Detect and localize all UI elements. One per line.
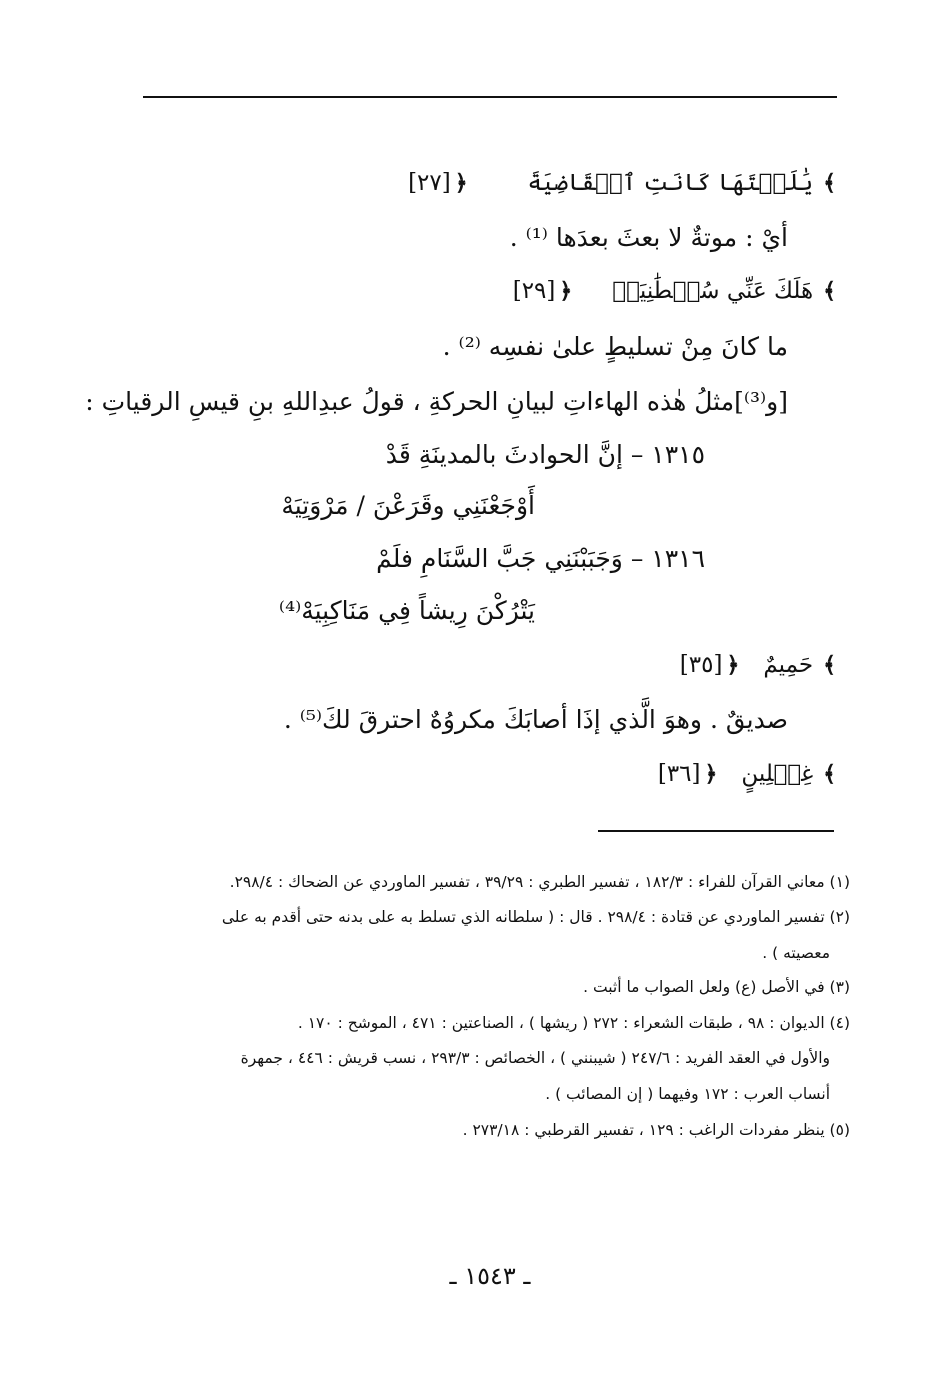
gloss-35: صديقٌ . وهوَ الَّذي إذَا أصابَكَ مكروُهٌ احترقَ لكَ⁽⁵⁾ . bbox=[283, 705, 788, 734]
poem-1316-second-hemistich: يَتْرُكْنَ رِيشاً فِي مَنَاكِبِيَهْ⁽⁴⁾ bbox=[278, 596, 535, 625]
footnote-2-cont: معصيته ) . bbox=[762, 944, 830, 962]
verse-ref: [٢٧] bbox=[408, 170, 451, 196]
poem-1315-first-hemistich: ١٣١٥ – إنَّ الحوادثَ بالمدينَةِ قَدْ bbox=[385, 440, 705, 469]
footnote-rule bbox=[598, 830, 834, 832]
gloss-27: أيْ : موتةٌ لا بعثَ بعدَها ⁽¹⁾ . bbox=[509, 223, 788, 252]
verse-ref: [٣٦] bbox=[657, 761, 701, 787]
page-number: ـ ١٥٤٣ ـ bbox=[449, 1262, 531, 1290]
ornate-bracket-open: ﴾ bbox=[823, 761, 836, 787]
ornate-bracket-close: ﴿ bbox=[726, 652, 740, 678]
poem-1315-second-hemistich: أَوْجَعْنَنِي وقَرَعْنَ / مَرْوَتِيَهْ bbox=[281, 491, 535, 520]
verse-27 bbox=[408, 166, 836, 200]
ornate-bracket-close: ﴿ bbox=[704, 761, 718, 787]
footnote-5: (٥) ينظر مفردات الراغب : ١٢٩ ، تفسير القرطبي : ٢٧٣/١٨ . bbox=[462, 1121, 850, 1139]
footnote-4-cont: والأول في العقد الفريد : ٢٤٧/٦ ( شيبنني ) ، الخصائص : ٢٩٣/٣ ، نسب قريش : ٤٤٦ ، جمهرة bbox=[240, 1049, 830, 1067]
gloss-29: ما كانَ مِنْ تسليطٍ علىٰ نفسِه ⁽²⁾ . bbox=[442, 332, 788, 361]
footnote-4: (٤) الديوان : ٩٨ ، طبقات الشعراء : ٢٧٢ ( ريشها ) ، الصناعتين : ٤٧١ ، الموشح : ١٧٠ . bbox=[297, 1014, 850, 1032]
ornate-bracket-open: ﴾ bbox=[823, 170, 836, 196]
verse-35 bbox=[680, 648, 836, 682]
ornate-bracket-open: ﴾ bbox=[823, 278, 836, 304]
quran-text: حَمِيمٌ bbox=[763, 652, 814, 678]
verse-ref: [٢٩] bbox=[512, 278, 556, 304]
verse-36 bbox=[658, 757, 836, 791]
ornate-bracket-open: ﴾ bbox=[823, 652, 836, 678]
footnote-2: (٢) تفسير الماوردي عن قتادة : ٢٩٨/٤ . قال : ( سلطانه الذي تسلط به على بدنه حتى أقدم به على bbox=[221, 908, 850, 926]
footnote-1: (١) معاني القرآن للفراء : ١٨٢/٣ ، تفسير الطبري : ٣٩/٢٩ ، تفسير الماوردي عن الضحاك : ٢٩٨/٤. bbox=[229, 873, 850, 891]
top-rule bbox=[143, 96, 837, 98]
footnote-4-cont2: أنساب العرب : ١٧٢ وفيهما ( إن المصائب ) . bbox=[545, 1085, 830, 1103]
quran-text: غِسۡلِينٍ bbox=[741, 761, 814, 787]
note-paragraph: [و⁽³⁾]مثلُ هٰذه الهاءاتِ لبيانِ الحركةِ ، قولُ عبدِاللهِ بنِ قيسِ الرقياتِ : bbox=[85, 387, 788, 416]
verse-29 bbox=[513, 274, 836, 308]
verse-ref: [٣٥] bbox=[679, 652, 723, 678]
poem-1316-first-hemistich: ١٣١٦ – وَجَبَبْنَنِي جَبَّ السَّنَامِ فلَمْ bbox=[376, 544, 705, 573]
ornate-bracket-close: ﴿ bbox=[454, 170, 468, 196]
ornate-bracket-close: ﴿ bbox=[559, 278, 573, 304]
quran-text: هَلَكَ عَنِّي سُلۡطَٰنِيَهۡ bbox=[612, 278, 814, 304]
quran-text: يَٰلَيۡتَهَا كَانَتِ ٱلۡقَاضِيَةَ bbox=[527, 170, 814, 196]
footnote-3: (٣) في الأصل (ع) ولعل الصواب ما أثبت . bbox=[583, 978, 850, 996]
